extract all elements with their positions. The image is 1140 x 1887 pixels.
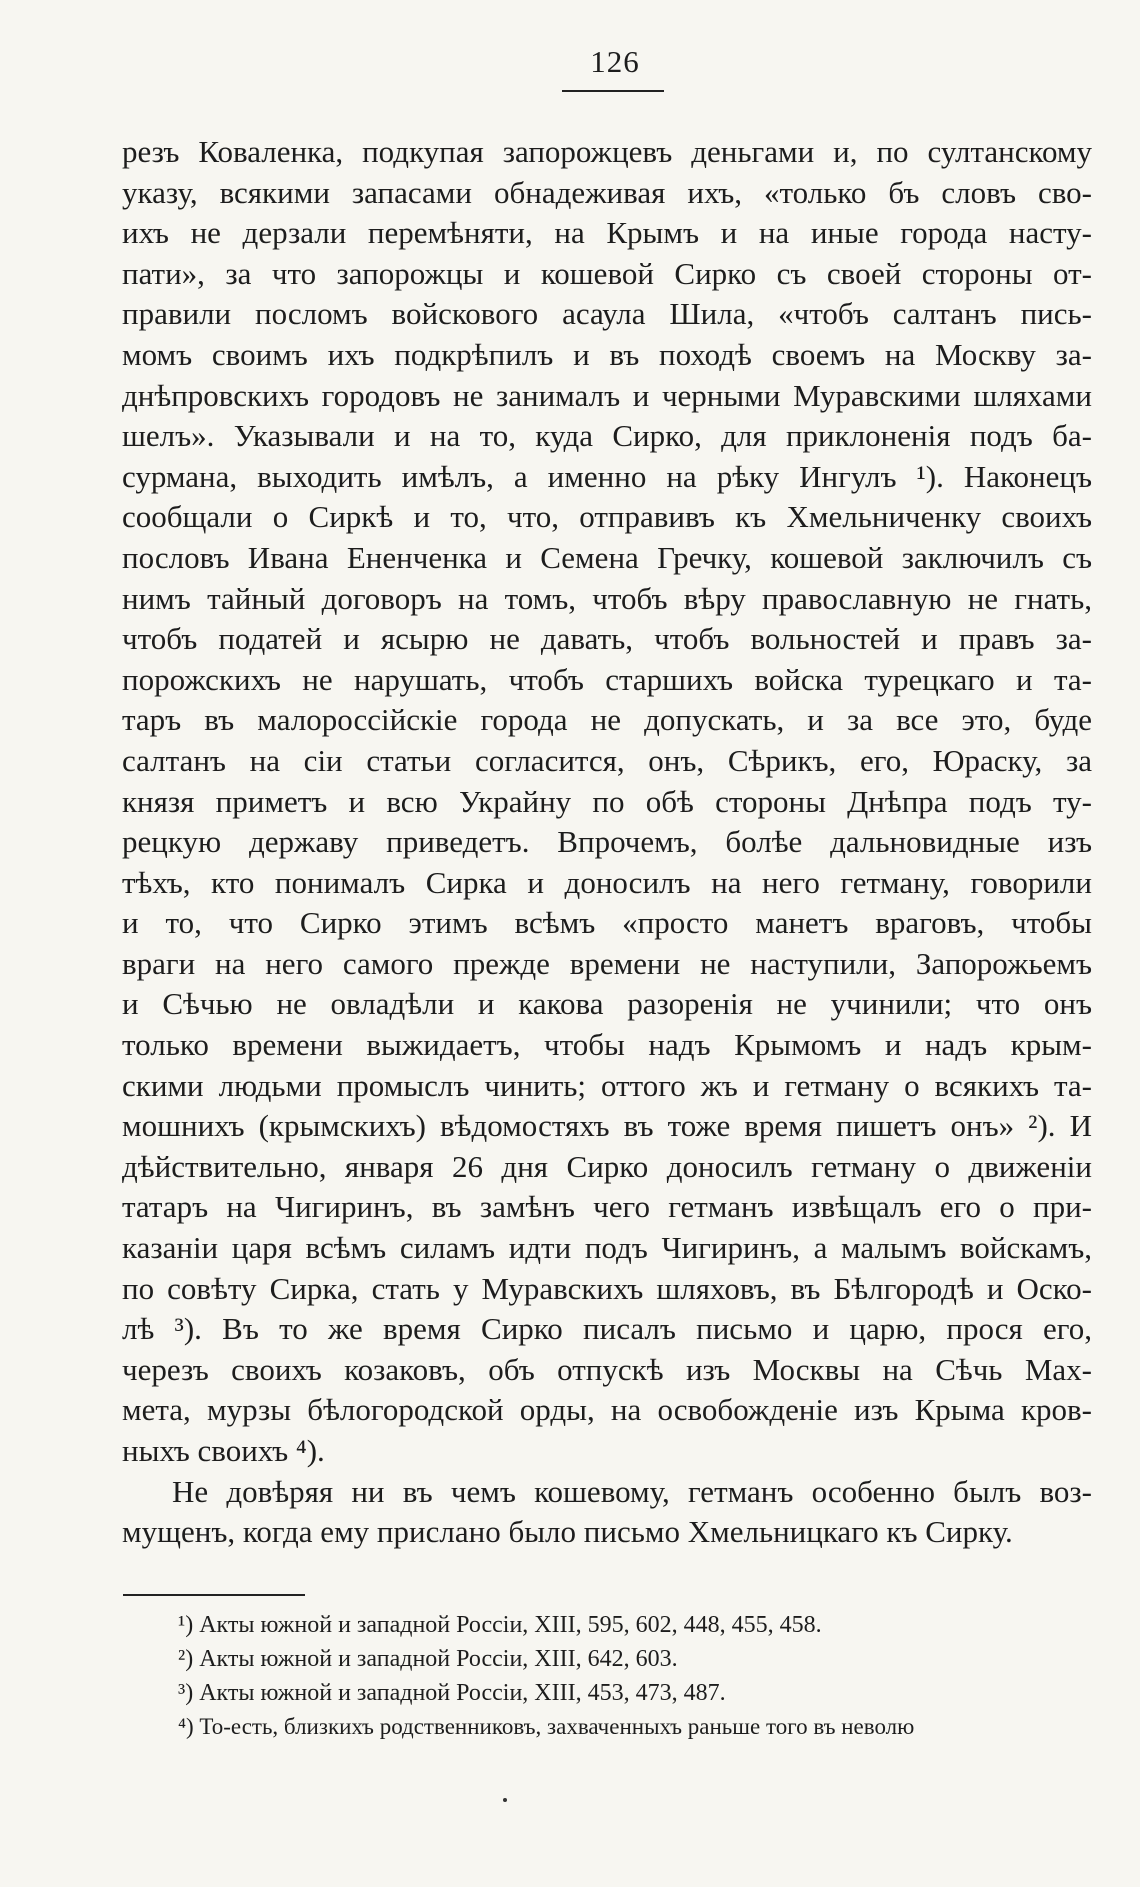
text-line: сурмана, выходить имѣлъ, а именно на рѣку Ингулъ ¹). Наконецъ xyxy=(122,458,1092,494)
page-number-rule xyxy=(562,90,664,92)
text-line: враги на него самого прежде времени не наступили, Запорожьемъ xyxy=(122,945,1092,981)
text-line: резъ Коваленка, подкупая запорожцевъ деньгами и, по султанскому xyxy=(122,134,1092,169)
page-number: 126 xyxy=(590,44,640,79)
text-line: шелъ». Указывали и на то, куда Сирко, для приклоненія подъ ба- xyxy=(122,418,1092,454)
text-line: рецкую державу приведетъ. Впрочемъ, болѣе дальновидные изъ xyxy=(122,824,1092,860)
text-line: черезъ своихъ козаковъ, объ отпускѣ изъ Москвы на Сѣчь Мах- xyxy=(122,1351,1092,1387)
text-line: дѣйствительно, января 26 дня Сирко доносилъ гетману о движеніи xyxy=(122,1148,1092,1184)
footnote-separator xyxy=(123,1594,305,1596)
text-line: пословъ Ивана Ененченка и Семена Гречку, кошевой заключилъ съ xyxy=(122,539,1092,575)
footnote: ¹) Акты южной и западной Россіи, XIII, 595, 602, 448, 455, 458. xyxy=(178,1612,822,1638)
text-line: и Сѣчью не овладѣли и какова разоренія не учинили; что онъ xyxy=(122,986,1092,1022)
text-line: указу, всякими запасами обнадеживая ихъ, «только бъ словъ сво- xyxy=(122,174,1092,210)
text-line: только времени выжидаетъ, чтобы надъ Крымомъ и надъ крым- xyxy=(122,1027,1092,1063)
text-line: мущенъ, когда ему прислано было письмо Хмельницкаго къ Сирку. xyxy=(122,1514,1013,1550)
text-line: тѣхъ, кто понималъ Сирка и доносилъ на него гетману, говорили xyxy=(122,864,1092,900)
text-line: татаръ на Чигиринъ, въ замѣнъ чего гетманъ извѣщалъ его о при- xyxy=(122,1189,1092,1225)
text-line: чтобъ податей и ясырю не давать, чтобъ вольностей и правъ за- xyxy=(122,621,1092,657)
text-line: нимъ тайный договоръ на томъ, чтобъ вѣру православную не гнать, xyxy=(122,580,1092,616)
text-line: по совѣту Сирка, стать у Муравскихъ шляховъ, въ Бѣлгородѣ и Оско- xyxy=(122,1270,1092,1306)
body-text xyxy=(122,132,1092,1553)
text-line: таръ въ малороссійскіе города не допускать, и за все это, буде xyxy=(122,702,1092,738)
text-line: пати», за что запорожцы и кошевой Сирко съ своей стороны от- xyxy=(122,255,1092,291)
text-line: казаніи царя всѣмъ силамъ идти подъ Чигиринъ, а малымъ войскамъ, xyxy=(122,1230,1092,1266)
paragraph-end-line: ныхъ своихъ ⁴). xyxy=(122,1433,325,1468)
text-line: правили посломъ войскового асаула Шила, «чтобъ салтанъ пись- xyxy=(122,296,1092,332)
footnote: ³) Акты южной и западной Россіи, XIII, 453, 473, 487. xyxy=(178,1680,726,1706)
text-line: порожскихъ не нарушать, чтобъ старшихъ войска турецкаго и та- xyxy=(122,661,1092,697)
text-line: момъ своимъ ихъ подкрѣпилъ и въ походѣ своемъ на Москву за- xyxy=(122,336,1092,372)
text-line: скими людьми промыслъ чинить; оттого жъ и гетману о всякихъ та- xyxy=(122,1067,1092,1103)
text-line: днѣпровскихъ городовъ не занималъ и черными Муравскими шляхами xyxy=(122,377,1092,413)
text-line: ихъ не дерзали перемѣняти, на Крымъ и на иные города насту- xyxy=(122,215,1092,251)
text-line: мошнихъ (крымскихъ) вѣдомостяхъ въ тоже время пишетъ онъ» ²). И xyxy=(122,1108,1092,1144)
footnote: ²) Акты южной и западной Россіи, XIII, 642, 603. xyxy=(178,1646,678,1672)
footnote: ⁴) То-есть, близкихъ родственниковъ, захваченныхъ раньше того въ неволю xyxy=(178,1714,915,1739)
footnotes xyxy=(178,1608,1098,1744)
text-line: князя приметъ и всю Украйну по обѣ стороны Днѣпра подъ ту- xyxy=(122,783,1092,819)
text-line: и то, что Сирко этимъ всѣмъ «просто манетъ враговъ, чтобы xyxy=(122,905,1092,941)
text-line: мета, мурзы бѣлогородской орды, на освобожденіе изъ Крыма кров- xyxy=(122,1392,1092,1428)
text-line: лѣ ³). Въ то же время Сирко писалъ письмо и царю, прося его, xyxy=(122,1311,1092,1347)
print-speck xyxy=(503,1798,507,1802)
text-line: салтанъ на сіи статьи согласится, онъ, Сѣрикъ, его, Юраску, за xyxy=(122,742,1092,778)
paragraph-start-line: Не довѣряя ни въ чемъ кошевому, гетманъ особенно былъ воз- xyxy=(172,1473,1092,1509)
text-line: сообщали о Сиркѣ и то, что, отправивъ къ Хмельниченку своихъ xyxy=(122,499,1092,535)
